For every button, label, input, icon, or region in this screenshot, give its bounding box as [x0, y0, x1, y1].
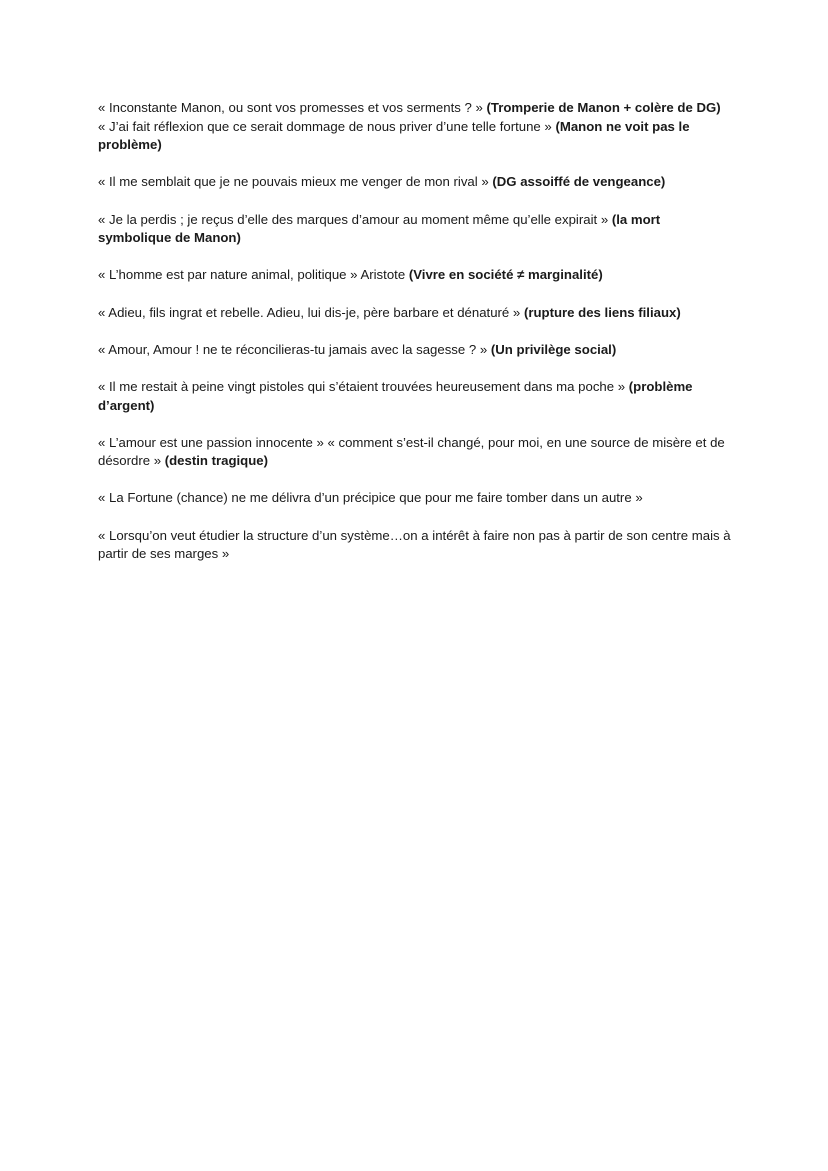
quote-text: « Adieu, fils ingrat et rebelle. Adieu, lui dis-je, père barbare et dénaturé » — [98, 304, 524, 320]
quote-entry — [98, 341, 734, 360]
quote-text: « L’homme est par nature animal, politique » Aristote — [98, 267, 409, 283]
quote-note: (DG assoiffé de vengeance) — [492, 174, 666, 190]
quote-text: « Je la perdis ; je reçus d’elle des marques d’amour au moment même qu’elle expirait » — [98, 211, 612, 227]
quote-text: « Il me restait à peine vingt pistoles qui s’étaient trouvées heureusement dans ma poche » — [98, 378, 629, 394]
quote-entry — [98, 173, 734, 192]
quote-entry — [98, 527, 734, 564]
quote-entry — [98, 378, 734, 415]
quote-note: (Vivre en société ≠ marginalité) — [408, 267, 603, 283]
quote-entry — [98, 266, 734, 285]
quote-entry — [98, 99, 734, 118]
quote-note: (Un privilège social) — [490, 341, 617, 357]
quote-text: « Lorsqu’on veut étudier la structure d’un système…on a intérêt à faire non pas à partir de son centre mais à partir de ses marges » — [98, 527, 731, 562]
quote-entry — [98, 304, 734, 323]
quote-note: (la mort symbolique de Manon) — [98, 211, 661, 246]
quote-text: « L’amour est une passion innocente » « comment s’est-il changé, pour moi, en une source de misère et de désordre » — [98, 434, 725, 469]
quote-note: (destin tragique) — [164, 453, 269, 469]
quote-note: (problème d’argent) — [98, 378, 693, 413]
quote-text: « Il me semblait que je ne pouvais mieux me venger de mon rival » — [98, 174, 493, 190]
quote-note: (rupture des liens filiaux) — [523, 304, 681, 320]
quote-entry — [98, 434, 734, 471]
quote-text: « Amour, Amour ! ne te réconcilieras-tu jamais avec la sagesse ? » — [98, 341, 491, 357]
quote-note: (Tromperie de Manon + colère de DG) — [486, 100, 721, 115]
quote-entry — [98, 211, 734, 248]
document-page — [98, 99, 734, 582]
quote-note: (Manon ne voit pas le problème) — [98, 118, 690, 153]
quote-entry — [98, 489, 734, 508]
quote-text: « Inconstante Manon, ou sont vos promesses et vos serments ? » — [98, 100, 487, 115]
quote-text: « La Fortune (chance) ne me délivra d’un précipice que pour me faire tomber dans un autre » — [98, 490, 643, 506]
quote-entry — [98, 118, 734, 155]
quote-text: « J’ai fait réflexion que ce serait dommage de nous priver d’une telle fortune » — [98, 118, 556, 134]
